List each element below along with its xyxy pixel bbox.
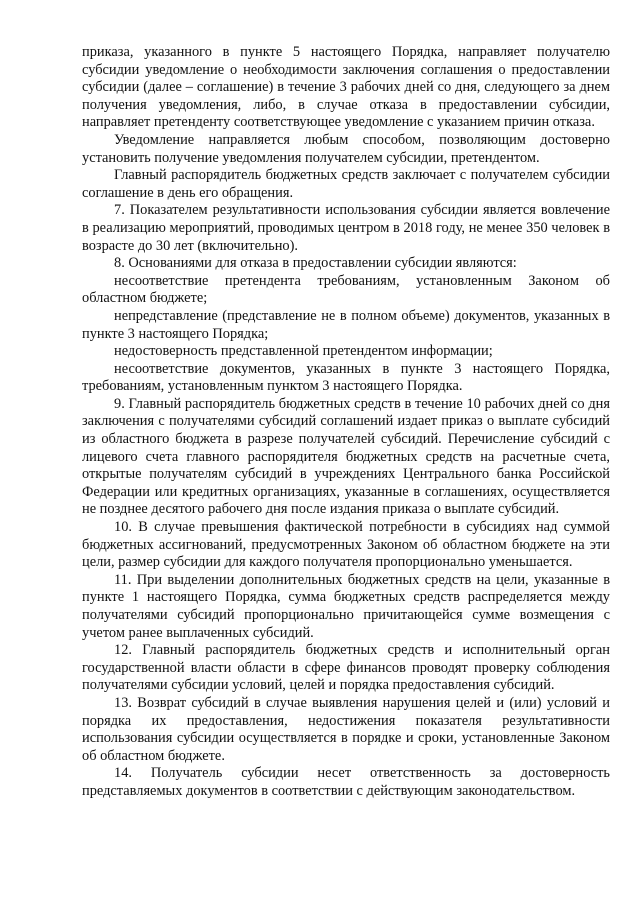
- paragraph-item-7: 7. Показателем результативности использования субсидии является вовлечение в реализацию мероприятий, проводимых центром в 2018 году, не менее 350 человек в возрасте до 30 лет (включительно).: [82, 202, 610, 254]
- paragraph-item-9: 9. Главный распорядитель бюджетных средств в течение 10 рабочих дней со дня заключения с получателями субсидий соглашений издает приказ о выплате субсидий из областного бюджета в разрезе получателей субсидий. Перечисление субсидий с лицевого счета главного распорядителя бюджетных средств на расчетные счета, открытые получателям субсидий в учреждениях Центрального банка Российской Федерации или кредитных организациях, указанные в соглашениях, осуществляется не позднее десятого рабочего дня после издания приказа о выплате субсидий.: [82, 395, 610, 518]
- paragraph-item-11: 11. При выделении дополнительных бюджетных средств на цели, указанные в пункте 1 настоящего Порядка, сумма бюджетных средств распределяется между получателями субсидий пропорционально причитающейся сумме возмещения с учетом ранее выплаченных субсидий.: [82, 571, 610, 641]
- paragraph-item-10: 10. В случае превышения фактической потребности в субсидиях над суммой бюджетных ассигнований, предусмотренных Законом об областном бюджете на эти цели, размер субсидии для каждого получателя пропорционально уменьшается.: [82, 519, 610, 571]
- paragraph-item-14: 14. Получатель субсидии несет ответственность за достоверность представляемых документов в соответствии с действующим законодательством.: [82, 765, 610, 799]
- list-item-refusal-4: несоответствие документов, указанных в пункте 3 настоящего Порядка, требованиям, установленным пунктом 3 настоящего Порядка.: [82, 360, 610, 395]
- paragraph-item-13: 13. Возврат субсидий в случае выявления нарушения целей и (или) условий и порядка их предоставления, недостижения показателя результативности использования субсидии осуществляется в порядке и сроки, установленные Законом об областном бюджете.: [82, 694, 610, 764]
- paragraph-notification-continued: приказа, указанного в пункте 5 настоящего Порядка, направляет получателю субсидии уведомление о необходимости заключения соглашения о предоставлении субсидии (далее – соглашение) в течение 3 рабочих дней со дня, следующего за днем получения уведомления, либо, в случае отказа в предоставлении субсидии, направляет претенденту соответствующее уведомление с указанием причин отказа.: [82, 44, 610, 131]
- paragraph-agreement: Главный распорядитель бюджетных средств заключает с получателем субсидии соглашение в день его обращения.: [82, 167, 610, 201]
- list-item-refusal-2: непредставление (представление не в полном объеме) документов, указанных в пункте 3 настоящего Порядка;: [82, 307, 610, 342]
- list-item-refusal-1: несоответствие претендента требованиям, установленным Законом об областном бюджете;: [82, 272, 610, 307]
- paragraph-item-12: 12. Главный распорядитель бюджетных средств и исполнительный орган государственной власти области в сфере финансов проводят проверку соблюдения получателями субсидии условий, целей и порядка предоставления субсидий.: [82, 642, 610, 694]
- paragraph-notification-method: Уведомление направляется любым способом, позволяющим достоверно установить получение уведомления получателем субсидии, претендентом.: [82, 131, 610, 166]
- paragraph-item-8: 8. Основаниями для отказа в предоставлении субсидии являются:: [114, 255, 517, 272]
- list-item-refusal-3: недостоверность представленной претендентом информации;: [114, 343, 493, 360]
